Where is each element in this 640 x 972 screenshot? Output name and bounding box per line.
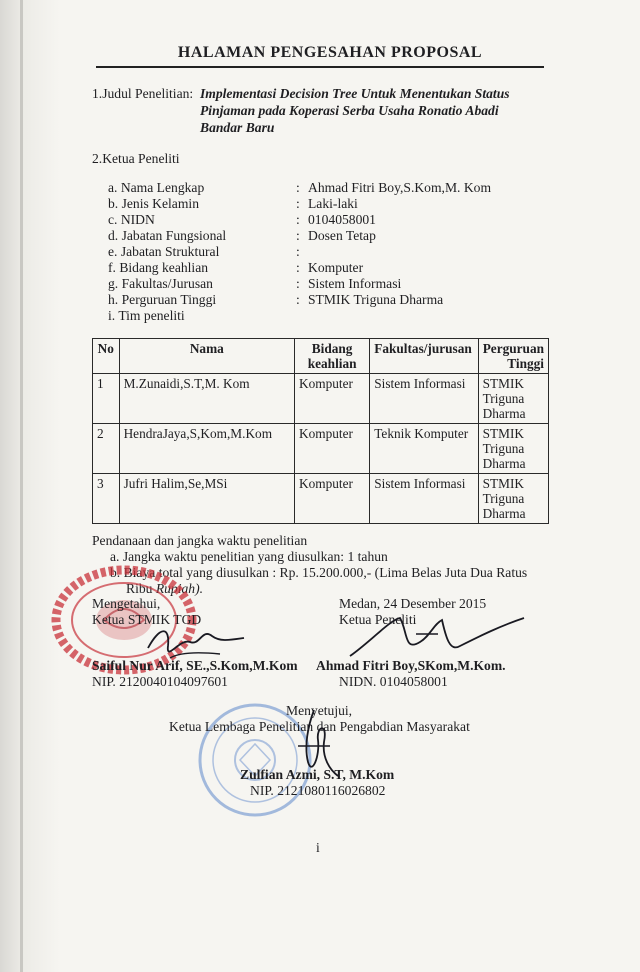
field-label: f. Bidang keahlian: [108, 260, 209, 275]
page-number: i: [316, 840, 320, 855]
field-value: STMIK Triguna Dharma: [308, 292, 444, 307]
field-label: a. Nama Lengkap: [108, 180, 205, 195]
table-row: [93, 374, 549, 424]
center-signatory-nip: NIP. 2121080116026802: [250, 783, 386, 798]
judul-line-3: Bandar Baru: [200, 120, 275, 135]
field-colon: :: [296, 260, 300, 275]
cell-fakultas: Sistem Informasi: [370, 474, 478, 524]
field-colon: :: [296, 196, 300, 211]
funding-heading: Pendanaan dan jangka waktu penelitian: [92, 533, 308, 548]
header-fakultas-jurusan: Fakultas/jurusan: [370, 339, 478, 374]
ketua-peneliti-label: 2.Ketua Peneliti: [92, 151, 180, 166]
center-signatory-name: Zulfian Azmi, S.T, M.Kom: [240, 767, 395, 782]
left-role-ketua: Ketua STMIK TGD: [92, 612, 202, 627]
field-colon: :: [296, 212, 300, 227]
field-colon: :: [296, 276, 300, 291]
header-no: No: [93, 339, 120, 374]
left-signatory-name: Saiful Nur Arif, SE.,S.Kom,M.Kom: [92, 658, 298, 673]
left-signatory-nip: NIP. 2120040104097601: [92, 674, 228, 689]
page-fold-shadow: [20, 0, 23, 972]
judul-line-1: Implementasi Decision Tree Untuk Menentukan Status: [200, 86, 510, 101]
field-label: g. Fakultas/Jurusan: [108, 276, 213, 291]
cell-fakultas: Teknik Komputer: [370, 424, 478, 474]
field-value: 0104058001: [308, 212, 376, 227]
field-value: Laki-laki: [308, 196, 358, 211]
cell-perguruan: STMIK Triguna Dharma: [478, 474, 548, 524]
field-label: c. NIDN: [108, 212, 155, 227]
team-table: [92, 338, 549, 524]
header-bidang-keahlian: Bidang keahlian: [295, 339, 370, 374]
field-colon: :: [296, 228, 300, 243]
right-place-date: Medan, 24 Desember 2015: [339, 596, 487, 611]
cell-bidang: Komputer: [295, 474, 370, 524]
cell-bidang: Komputer: [295, 374, 370, 424]
team-table-header-row: [93, 339, 549, 374]
field-label: i. Tim peneliti: [108, 308, 185, 323]
cell-no: 3: [93, 474, 120, 524]
field-value: Komputer: [308, 260, 364, 275]
field-label: b. Jenis Kelamin: [108, 196, 199, 211]
field-value: Sistem Informasi: [308, 276, 402, 291]
table-row: [93, 424, 549, 474]
field-colon: :: [296, 180, 300, 195]
cell-no: 2: [93, 424, 120, 474]
field-colon: :: [296, 244, 300, 259]
right-role-ketua-peneliti: Ketua Peneliti: [339, 612, 417, 627]
funding-cost-continued: Ribu Rupiah).: [126, 581, 204, 596]
header-nama: Nama: [119, 339, 294, 374]
field-label: d. Jabatan Fungsional: [108, 228, 227, 243]
page-title: HALAMAN PENGESAHAN PROPOSAL: [177, 44, 483, 61]
judul-label: 1.Judul Penelitian:: [92, 86, 194, 101]
header-perguruan-tinggi: Perguruan Tinggi: [478, 339, 548, 374]
cell-nama: Jufri Halim,Se,MSi: [119, 474, 294, 524]
field-colon: :: [296, 292, 300, 307]
judul-line-2: Pinjaman pada Koperasi Serba Usaha Ronatio Abadi: [200, 103, 499, 118]
cell-no: 1: [93, 374, 120, 424]
cell-fakultas: Sistem Informasi: [370, 374, 478, 424]
center-role-menyetujui: Menyetujui,: [286, 703, 353, 718]
title-underline: [96, 66, 544, 68]
funding-duration: a. Jangka waktu penelitian yang diusulkan: 1 tahun: [110, 549, 388, 564]
cell-bidang: Komputer: [295, 424, 370, 474]
cell-perguruan: STMIK Triguna Dharma: [478, 424, 548, 474]
field-label: e. Jabatan Struktural: [108, 244, 220, 259]
table-row: [93, 474, 549, 524]
funding-cost: b. Biaya total yang diusulkan : Rp. 15.200.000,- (Lima Belas Juta Dua Ratus: [110, 565, 528, 580]
field-value: Dosen Tetap: [308, 228, 376, 243]
right-signatory-nidn: NIDN. 0104058001: [339, 674, 448, 689]
left-role-mengetahui: Mengetahui,: [92, 596, 161, 611]
field-label: h. Perguruan Tinggi: [108, 292, 217, 307]
cell-nama: M.Zunaidi,S.T,M. Kom: [119, 374, 294, 424]
cell-nama: HendraJaya,S,Kom,M.Kom: [119, 424, 294, 474]
field-value: Ahmad Fitri Boy,S.Kom,M. Kom: [308, 180, 492, 195]
right-signatory-name: Ahmad Fitri Boy,SKom,M.Kom.: [316, 658, 506, 673]
center-role-ketua-lppm: Ketua Lembaga Penelitian dan Pengabdian Masyarakat: [169, 719, 470, 734]
cell-perguruan: STMIK Triguna Dharma: [478, 374, 548, 424]
